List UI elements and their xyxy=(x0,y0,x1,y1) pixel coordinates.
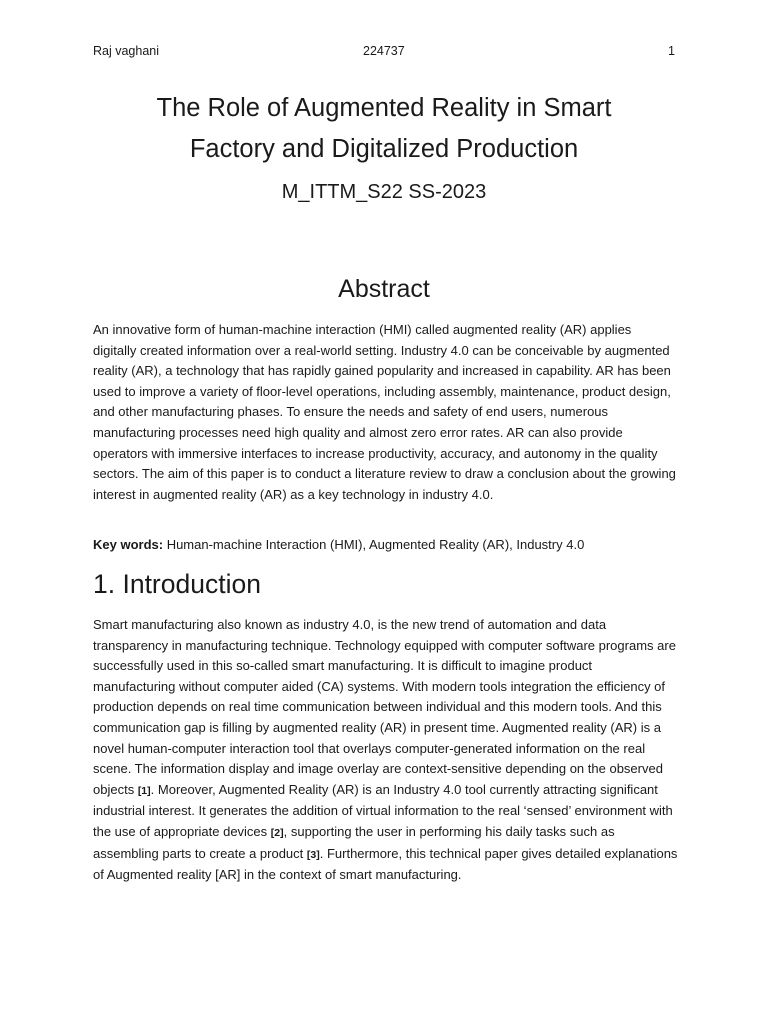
intro-part-2: . Moreover, Augmented Reality (AR) is an Industry 4.0 tool currently attracting significant industrial interest. It generates the addition of virtual information to the real ‘sensed’ environment with the use of appropriate devices xyxy=(93,781,673,839)
abstract-text: An innovative form of human-machine interaction (HMI) called augmented reality (AR) applies digitally created information over a real-world setting. Industry 4.0 can be conceivable by augmented reality (AR), a technology that has rapidly gained popularity and increased in capability. AR has been used to improve a variety of floor-level operations, including assembly, maintenance, product design, and other manufacturing phases. To ensure the needs and safety of end users, numerous manufacturing processes need high quality and almost zero error rates. AR can also provide operators with immersive interfaces to increase productivity, accuracy, and autonomy in the quality sectors. The aim of this paper is to conduct a literature review to draw a conclusion about the growing interest in augmented reality (AR) as a key technology in industry 4.0. xyxy=(93,322,676,502)
page-header xyxy=(93,44,675,62)
course-code: M_ITTM_S22 SS-2023 xyxy=(281,181,487,203)
intro-part-4: . Furthermore, this technical paper gives detailed explanations of Augmented reality [AR] in the context of smart manufacturing. xyxy=(93,845,678,883)
citation-2: [2] xyxy=(270,826,284,839)
keywords-text: Human-machine Interaction (HMI), Augmented Reality (AR), Industry 4.0 xyxy=(163,537,585,552)
header-page-number: 1 xyxy=(668,44,675,58)
document-title xyxy=(93,88,675,170)
intro-part-3: , supporting the user in performing his daily tasks such as assembling parts to create a product xyxy=(93,823,615,861)
introduction-heading: 1. Introduction xyxy=(93,569,261,599)
title-line-1: The Role of Augmented Reality in Smart xyxy=(156,94,612,122)
citation-3: [3] xyxy=(306,848,320,861)
introduction-text xyxy=(93,615,678,886)
header-student-id: 224737 xyxy=(363,44,405,58)
abstract-heading: Abstract xyxy=(338,275,430,303)
intro-part-1: Smart manufacturing also known as industry 4.0, is the new trend of automation and data transparency in manufacturing technique. Technology equipped with computer software programs are successfully used in this so-called smart manufacturing. It is difficult to imagine product manufacturing without computer aided (CA) systems. With modern tools integration the efficiency of production depends on real time communication between individual and this modern tools. And this communication gap is filling by augmented reality (AR) in present time. Augmented reality (AR) is a novel human-computer interaction tool that overlays computer-generated information on the real scene. The information display and image overlay are context-sensitive depending on the observed objects xyxy=(93,617,676,797)
keywords xyxy=(93,535,678,555)
header-author: Raj vaghani xyxy=(93,44,160,58)
title-line-2: Factory and Digitalized Production xyxy=(189,135,579,163)
citation-1: [1] xyxy=(137,784,151,797)
keywords-label: Key words: xyxy=(93,537,164,552)
